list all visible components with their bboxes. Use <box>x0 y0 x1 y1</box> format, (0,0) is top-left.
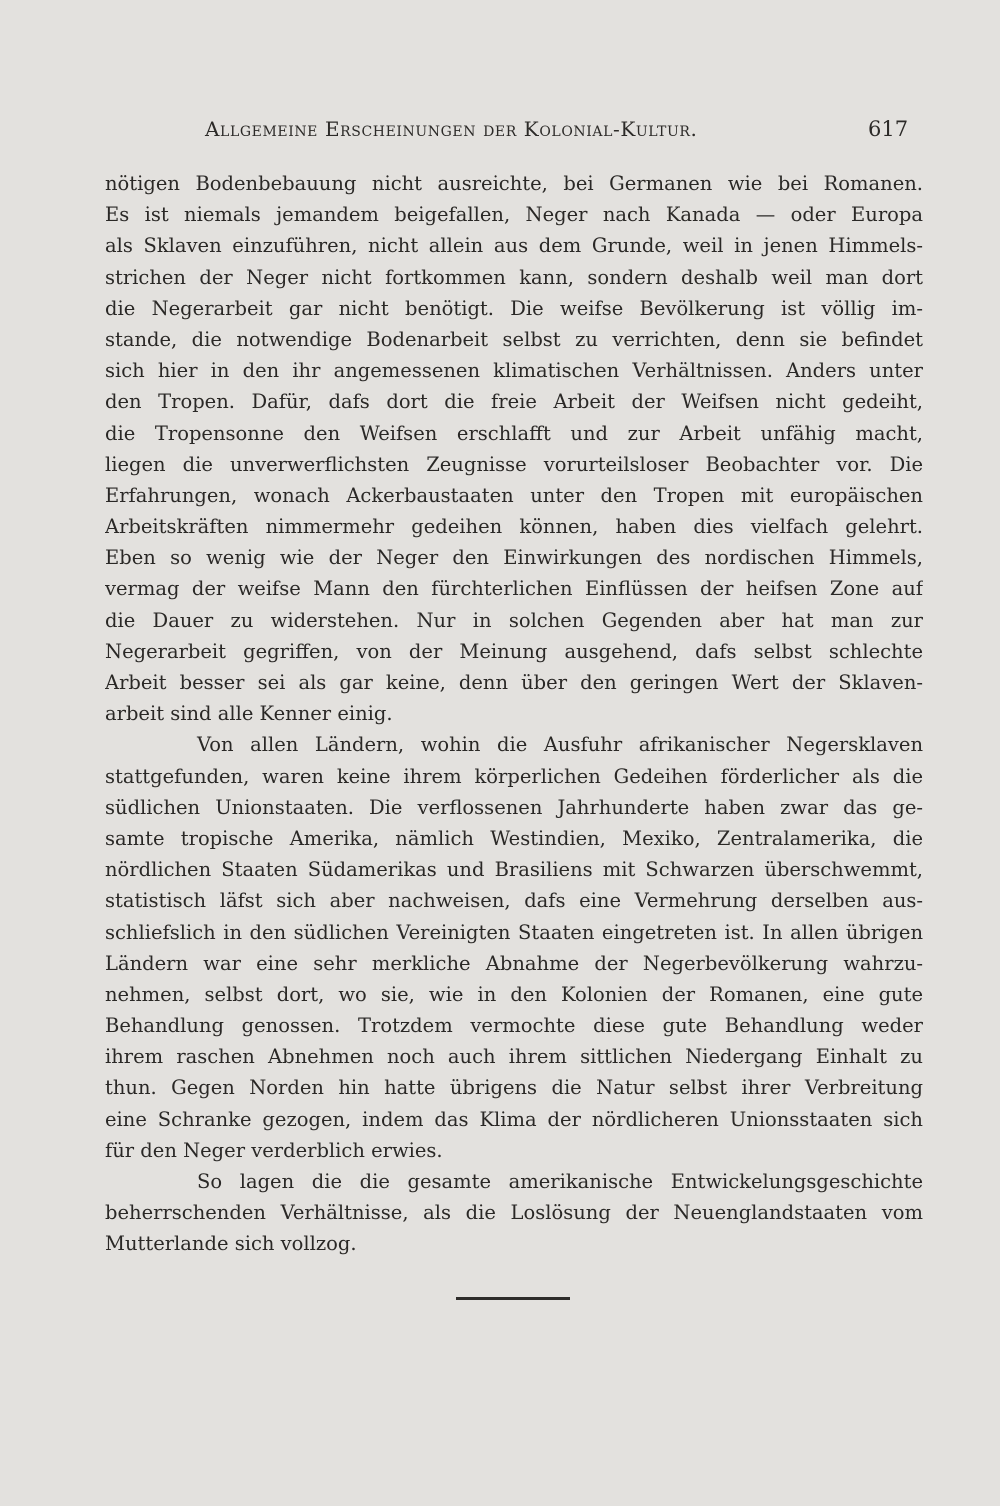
text-line: die Dauer zu widerstehen. Nur in solchen Gegenden aber hat man zur <box>105 608 923 632</box>
text-line: sich hier in den ihr angemessenen klimatischen Verhältnissen. Anders unter <box>105 359 923 383</box>
text-line: Negerarbeit gegriffen, von der Meinung ausgehend, dafs selbst schlechte <box>105 639 923 663</box>
text-line: nötigen Bodenbebauung nicht ausreichte, bei Germanen wie bei Romanen. <box>105 172 923 195</box>
end-rule <box>456 1297 570 1300</box>
text-line: statistisch läfst sich aber nachweisen, dafs eine Vermehrung derselben aus- <box>105 889 923 913</box>
text-line: Mutterlande sich vollzog. <box>105 1232 357 1256</box>
text-line: thun. Gegen Norden hin hatte übrigens die Natur selbst ihrer Verbreitung <box>105 1076 923 1100</box>
text-line: Behandlung genossen. Trotzdem vermochte diese gute Behandlung weder <box>105 1014 923 1038</box>
text-line: Arbeit besser sei als gar keine, denn über den geringen Wert der Sklaven- <box>105 671 923 694</box>
text-line: beherrschenden Verhältnisse, als die Loslösung der Neuenglandstaaten vom <box>105 1201 923 1225</box>
text-line: eine Schranke gezogen, indem das Klima der nördlicheren Unionsstaaten sich <box>105 1107 923 1131</box>
text-line: Arbeitskräften nimmermehr gedeihen können, haben dies vielfach gelehrt. <box>105 515 923 539</box>
text-line: arbeit sind alle Kenner einig. <box>105 702 393 726</box>
text-line: als Sklaven einzuführen, nicht allein aus dem Grunde, weil in jenen Himmels- <box>105 234 923 258</box>
text-line: strichen der Neger nicht fortkommen kann, sondern deshalb weil man dort <box>105 265 923 289</box>
text-line: liegen die unverwerflichsten Zeugnisse vorurteilsloser Beobachter vor. Die <box>105 452 923 476</box>
page-number: 617 <box>868 117 909 141</box>
body-text <box>105 168 923 1260</box>
text-line: für den Neger verderblich erwies. <box>105 1138 443 1162</box>
text-line: schliefslich in den südlichen Vereinigten Staaten eingetreten ist. In allen übrigen <box>105 920 923 944</box>
text-line: stande, die notwendige Bodenarbeit selbst zu verrichten, denn sie befindet <box>105 327 923 351</box>
running-title: Allgemeine Erscheinungen der Kolonial-Kultur. <box>205 117 698 141</box>
text-line: ihrem raschen Abnehmen noch auch ihrem sittlichen Niedergang Einhalt zu <box>105 1045 923 1069</box>
text-line: Es ist niemals jemandem beigefallen, Neger nach Kanada — oder Europa <box>105 203 923 227</box>
text-line: nehmen, selbst dort, wo sie, wie in den Kolonien der Romanen, eine gute <box>105 982 923 1006</box>
text-line: südlichen Unionstaaten. Die verflossenen Jahrhunderte haben zwar das ge- <box>105 795 923 819</box>
text-line: stattgefunden, waren keine ihrem körperlichen Gedeihen förderlicher als die <box>105 764 923 788</box>
text-line: die Negerarbeit gar nicht benötigt. Die weifse Bevölkerung ist völlig im- <box>105 296 923 320</box>
text-line: Ländern war eine sehr merkliche Abnahme der Negerbevölkerung wahrzu- <box>105 951 923 975</box>
text-line: nördlichen Staaten Südamerikas und Brasiliens mit Schwarzen überschwemmt, <box>105 858 923 882</box>
page-header <box>0 117 1000 147</box>
text-line: So lagen die die gesamte amerikanische Entwickelungsgeschichte <box>197 1170 923 1193</box>
text-line: samte tropische Amerika, nämlich Westindien, Mexiko, Zentralamerika, die <box>105 826 923 850</box>
text-line: die Tropensonne den Weifsen erschlafft und zur Arbeit unfähig macht, <box>105 421 923 445</box>
text-line: Erfahrungen, wonach Ackerbaustaaten unter den Tropen mit europäischen <box>105 483 923 507</box>
text-line: Von allen Ländern, wohin die Ausfuhr afrikanischer Negersklaven <box>197 733 923 757</box>
text-line: vermag der weifse Mann den fürchterlichen Einflüssen der heifsen Zone auf <box>105 577 923 601</box>
text-line: den Tropen. Dafür, dafs dort die freie Arbeit der Weifsen nicht gedeiht, <box>105 390 923 414</box>
text-line: Eben so wenig wie der Neger den Einwirkungen des nordischen Himmels, <box>105 546 923 570</box>
